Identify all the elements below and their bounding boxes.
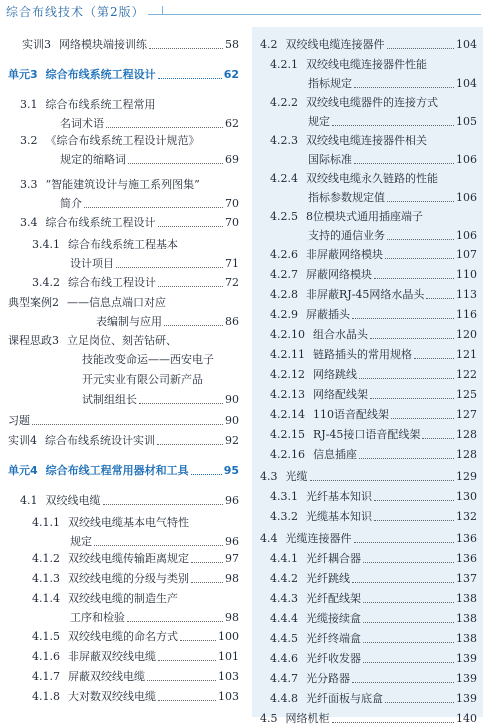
entry-title: 综合布线系统工程常用 <box>45 98 156 111</box>
leader-dots <box>414 358 454 359</box>
entry-number: 习题 <box>8 414 30 427</box>
toc-right-column <box>252 27 483 725</box>
entry-title-continued: 开元实业有限公司新产品 <box>82 373 203 386</box>
entry-number: 4.2.10 <box>270 328 305 341</box>
entry-title: 非屏蔽RJ-45网络水晶头 <box>306 288 425 301</box>
toc-entry[interactable] <box>20 175 239 213</box>
entry-number: 4.2.8 <box>270 288 298 301</box>
toc-entry[interactable] <box>270 669 477 688</box>
entry-number: 单元3 <box>8 68 38 81</box>
entry-page-number: 98 <box>225 572 239 585</box>
entry-page-number: 69 <box>225 153 239 166</box>
entry-number: 4.4.8 <box>270 692 298 705</box>
leader-dots <box>359 378 454 379</box>
entry-number: 4.2.14 <box>270 408 305 421</box>
entry-title: 光纤基本知识 <box>306 490 372 503</box>
entry-title-continued: 规定 <box>70 535 92 548</box>
entry-title: 《综合布线系统工程设计规范》 <box>45 134 200 147</box>
entry-number: 4.2.2 <box>270 96 298 109</box>
entry-page-number: 113 <box>456 288 477 301</box>
entry-title-continued: 规定 <box>308 115 330 128</box>
header-rule <box>161 14 481 15</box>
toc-entry[interactable] <box>270 265 477 284</box>
entry-page-number: 140 <box>456 712 477 725</box>
entry-title: 网络跳线 <box>313 368 357 381</box>
entry-title: 光缆 <box>285 470 308 483</box>
entry-page-number: 127 <box>456 408 477 421</box>
toc-entry[interactable] <box>270 549 477 568</box>
entry-number: 4.1 <box>20 494 38 507</box>
entry-title: 屏蔽双绞线电缆 <box>68 670 145 683</box>
entry-number: 4.4.5 <box>270 632 298 645</box>
entry-title-continued: 指标规定 <box>308 77 352 90</box>
entry-page-number: 103 <box>218 670 239 683</box>
leader-dots <box>374 520 454 521</box>
entry-number: 4.1.4 <box>32 592 60 605</box>
toc-entry[interactable] <box>260 529 477 548</box>
leader-dots <box>354 163 454 164</box>
toc-entry[interactable] <box>270 425 477 444</box>
entry-number: 3.4.1 <box>32 238 60 251</box>
leader-dots <box>385 258 454 259</box>
toc-entry[interactable] <box>32 273 239 292</box>
leader-dots <box>158 78 222 79</box>
entry-page-number: 138 <box>456 612 477 625</box>
entry-number: 实训4 <box>8 434 37 447</box>
running-header <box>0 0 487 26</box>
entry-number: 4.2.7 <box>270 268 298 281</box>
entry-number: 4.4.6 <box>270 652 298 665</box>
leader-dots <box>94 545 223 546</box>
entry-page-number: 139 <box>456 672 477 685</box>
entry-title: 光纤耦合器 <box>306 552 361 565</box>
entry-number: 4.4.7 <box>270 672 298 685</box>
toc-entry[interactable] <box>270 507 477 526</box>
entry-page-number: 104 <box>456 77 477 90</box>
leader-dots <box>164 325 223 326</box>
toc-entry[interactable] <box>270 169 477 207</box>
toc-entry[interactable] <box>270 325 477 344</box>
toc-entry[interactable] <box>8 461 239 480</box>
entry-number: 4.4.2 <box>270 572 298 585</box>
toc-entry[interactable] <box>8 431 239 450</box>
toc-entry[interactable] <box>260 467 477 486</box>
entry-number: 4.4 <box>260 532 278 545</box>
entry-page-number: 70 <box>225 197 239 210</box>
toc-entry[interactable] <box>270 385 477 404</box>
entry-title-continued: 工序和检验 <box>70 611 125 624</box>
toc-entry[interactable] <box>270 569 477 588</box>
entry-page-number: 106 <box>456 229 477 242</box>
entry-title: 光缆基本知识 <box>306 510 372 523</box>
toc-entry[interactable] <box>270 285 477 304</box>
entry-number: 3.3 <box>20 178 38 191</box>
leader-dots <box>363 602 454 603</box>
entry-title: “智能建筑设计与施工系列图集” <box>45 178 200 191</box>
entry-page-number: 96 <box>225 494 239 507</box>
entry-number: 3.4 <box>20 216 38 229</box>
toc-entry[interactable] <box>20 95 239 133</box>
entry-number: 4.2.3 <box>270 134 298 147</box>
leader-dots <box>191 474 222 475</box>
toc-entry[interactable] <box>270 245 477 264</box>
toc-entry[interactable] <box>8 331 239 409</box>
entry-number: 课程思政3 <box>8 334 59 347</box>
leader-dots <box>180 640 216 641</box>
entry-number: 4.3 <box>260 470 278 483</box>
entry-page-number: 70 <box>225 216 239 229</box>
entry-title-continued: 指标参数规定值 <box>308 191 385 204</box>
entry-title: 光纤面板与底盒 <box>306 692 383 705</box>
toc-entry[interactable] <box>270 629 477 648</box>
leader-dots <box>370 398 454 399</box>
entry-page-number: 128 <box>456 428 477 441</box>
toc-entry[interactable] <box>270 345 477 364</box>
entry-title: 组合水晶头 <box>313 328 368 341</box>
entry-page-number: 128 <box>456 448 477 461</box>
leader-dots <box>158 286 223 287</box>
entry-number: 3.2 <box>20 134 38 147</box>
entry-title: 光纤终端盒 <box>306 632 361 645</box>
entry-number: 4.2.4 <box>270 172 298 185</box>
entry-page-number: 71 <box>225 257 239 270</box>
toc-entry[interactable] <box>20 213 239 232</box>
entry-title: 光纤配线架 <box>306 592 361 605</box>
toc-entry[interactable] <box>270 689 477 708</box>
toc-entry[interactable] <box>32 549 239 568</box>
entry-number: 4.2.16 <box>270 448 305 461</box>
leader-dots <box>422 438 454 439</box>
entry-title: 综合布线系统设计实训 <box>45 434 155 447</box>
leader-dots <box>310 480 455 481</box>
entry-title: 网络模块端接训练 <box>59 38 147 51</box>
entry-page-number: 106 <box>456 191 477 204</box>
entry-title: 双绞线电缆的制造生产 <box>68 592 178 605</box>
toc-entry[interactable] <box>270 305 477 324</box>
entry-number: 4.2 <box>260 38 278 51</box>
leader-dots <box>116 267 223 268</box>
toc-entry[interactable] <box>270 405 477 424</box>
entry-number: 4.3.2 <box>270 510 298 523</box>
entry-number: 4.1.3 <box>32 572 60 585</box>
leader-dots <box>391 418 454 419</box>
entry-page-number: 104 <box>456 38 477 51</box>
toc-entry[interactable] <box>270 365 477 384</box>
leader-dots <box>387 48 455 49</box>
entry-title: 光缆接续盒 <box>306 612 361 625</box>
entry-page-number: 138 <box>456 592 477 605</box>
book-title: 综合布线技术（第2版） <box>6 5 145 19</box>
entry-number: 4.2.12 <box>270 368 305 381</box>
leader-dots <box>147 680 216 681</box>
entry-title-continued: 表编制与应用 <box>96 315 162 328</box>
toc-entry[interactable] <box>8 411 239 430</box>
entry-page-number: 132 <box>456 510 477 523</box>
entry-page-number: 136 <box>456 552 477 565</box>
entry-title: 综合布线工程设计 <box>68 276 156 289</box>
entry-page-number: 98 <box>225 611 239 624</box>
entry-page-number: 101 <box>218 650 239 663</box>
leader-dots <box>158 226 224 227</box>
entry-number: 4.1.8 <box>32 690 60 703</box>
entry-title: 网络配线架 <box>313 388 368 401</box>
leader-dots <box>191 582 223 583</box>
leader-dots <box>354 87 454 88</box>
entry-number: 4.3.1 <box>270 490 298 503</box>
entry-page-number: 62 <box>223 68 239 81</box>
entry-number: 4.2.11 <box>270 348 305 361</box>
entry-title-continued: 国际标准 <box>308 153 352 166</box>
entry-title: 光分路器 <box>306 672 350 685</box>
entry-page-number: 139 <box>456 692 477 705</box>
entry-page-number: 125 <box>456 388 477 401</box>
leader-dots <box>128 163 223 164</box>
toc-entry[interactable] <box>32 647 239 666</box>
toc-entry[interactable] <box>270 207 477 245</box>
entry-title-continued: 设计项目 <box>70 257 114 270</box>
leader-dots <box>332 125 454 126</box>
entry-number: 4.4.1 <box>270 552 298 565</box>
entry-page-number: 136 <box>456 532 477 545</box>
toc-entry[interactable] <box>270 589 477 608</box>
leader-dots <box>158 660 216 661</box>
entry-number: 4.4.3 <box>270 592 298 605</box>
entry-page-number: 138 <box>456 632 477 645</box>
entry-title: 综合布线系统工程设计 <box>45 68 156 81</box>
entry-number: 单元4 <box>8 464 38 477</box>
entry-number: 4.4.4 <box>270 612 298 625</box>
entry-page-number: 92 <box>225 434 239 447</box>
leader-dots <box>149 48 223 49</box>
toc-entry[interactable] <box>270 609 477 628</box>
entry-title: 信息插座 <box>313 448 357 461</box>
entry-page-number: 106 <box>456 153 477 166</box>
entry-number: 4.1.5 <box>32 630 60 643</box>
entry-title-continued: 试制组组长 <box>82 393 137 406</box>
entry-number: 4.2.5 <box>270 210 298 223</box>
leader-dots <box>139 403 223 404</box>
entry-page-number: 107 <box>456 248 477 261</box>
leader-dots <box>352 682 454 683</box>
toc-entry[interactable] <box>270 649 477 668</box>
entry-page-number: 90 <box>225 414 239 427</box>
entry-title: 双绞线电缆连接器件相关 <box>306 134 427 147</box>
entry-number: 4.1.7 <box>32 670 60 683</box>
entry-number: 4.2.1 <box>270 58 298 71</box>
entry-page-number: 137 <box>456 572 477 585</box>
leader-dots <box>354 542 455 543</box>
toc-entry[interactable] <box>270 445 477 464</box>
entry-number: 4.1.2 <box>32 552 60 565</box>
entry-title: 网络机柜 <box>285 712 330 725</box>
leader-dots <box>106 127 223 128</box>
toc-entry[interactable] <box>32 513 239 551</box>
entry-title: 光纤跳线 <box>306 572 350 585</box>
leader-dots <box>374 500 454 501</box>
entry-title: 双绞线电缆的命名方式 <box>68 630 178 643</box>
entry-title: 双绞线电缆 <box>45 494 101 507</box>
entry-page-number: 116 <box>456 308 477 321</box>
toc-entry[interactable] <box>270 131 477 169</box>
toc-entry[interactable] <box>270 93 477 131</box>
entry-page-number: 121 <box>456 348 477 361</box>
entry-title: 链路插头的常用规格 <box>313 348 412 361</box>
toc-entry[interactable] <box>270 55 477 93</box>
toc-entry[interactable] <box>32 687 239 706</box>
toc-entry[interactable] <box>8 65 239 84</box>
entry-page-number: 105 <box>456 115 477 128</box>
leader-dots <box>103 504 224 505</box>
toc-entry[interactable] <box>32 589 239 627</box>
entry-title: 非屏蔽网络模块 <box>306 248 383 261</box>
entry-title: 双绞线电缆器件的连接方式 <box>306 96 438 109</box>
entry-title: 立足岗位、刻苦钻研、 <box>67 334 177 347</box>
entry-number: 3.1 <box>20 98 38 111</box>
toc-entry[interactable] <box>8 293 239 331</box>
toc-entry[interactable] <box>20 491 239 510</box>
leader-dots <box>332 722 455 723</box>
leader-dots <box>363 562 454 563</box>
entry-title: 双绞线电缆基本电气特性 <box>68 516 189 529</box>
leader-dots <box>127 621 223 622</box>
entry-page-number: 122 <box>456 368 477 381</box>
toc-entry[interactable] <box>260 709 477 728</box>
entry-number: 3.4.2 <box>32 276 60 289</box>
toc-entry[interactable] <box>32 235 239 273</box>
leader-dots <box>352 318 454 319</box>
entry-title-continued: 名词术语 <box>60 117 104 130</box>
leader-dots <box>385 702 454 703</box>
entry-page-number: 72 <box>225 276 239 289</box>
entry-title: 双绞线电缆的分级与类别 <box>68 572 189 585</box>
leader-dots <box>191 562 223 563</box>
entry-title: 双绞线电缆传输距离规定 <box>68 552 189 565</box>
entry-title-continued: 技能改变命运——西安电子 <box>82 353 214 366</box>
entry-page-number: 130 <box>456 490 477 503</box>
entry-title: 综合布线系统工程基本 <box>68 238 178 251</box>
leader-dots <box>426 298 454 299</box>
entry-page-number: 58 <box>225 38 239 51</box>
entry-page-number: 62 <box>225 117 239 130</box>
entry-number: 4.1.6 <box>32 650 60 663</box>
entry-title: 屏蔽网络模块 <box>306 268 372 281</box>
leader-dots <box>374 278 454 279</box>
toc-entry[interactable] <box>32 569 239 588</box>
leader-dots <box>387 201 454 202</box>
toc-entry[interactable] <box>22 35 239 54</box>
entry-page-number: 100 <box>218 630 239 643</box>
entry-title: 综合布线工程常用器材和工具 <box>45 464 189 477</box>
entry-title: 双绞线电缆连接器件性能 <box>306 58 427 71</box>
entry-page-number: 120 <box>456 328 477 341</box>
leader-dots <box>157 444 223 445</box>
entry-title: 屏蔽插头 <box>306 308 350 321</box>
entry-page-number: 139 <box>456 652 477 665</box>
entry-page-number: 90 <box>225 393 239 406</box>
entry-title: 双绞线电缆永久链路的性能 <box>306 172 438 185</box>
leader-dots <box>158 700 216 701</box>
entry-title-continued: 规定的缩略词 <box>60 153 126 166</box>
entry-number: 4.2.6 <box>270 248 298 261</box>
entry-title-continued: 简介 <box>60 197 82 210</box>
entry-title-continued: 支持的通信业务 <box>308 229 385 242</box>
entry-number: 实训3 <box>22 38 51 51</box>
toc-entry[interactable] <box>260 35 477 54</box>
toc-entry[interactable] <box>270 487 477 506</box>
entry-title: 双绞线电缆连接器件 <box>285 38 385 51</box>
leader-dots <box>363 662 454 663</box>
toc-left-column <box>0 27 245 717</box>
entry-title: 8位模块式通用插座端子 <box>306 210 423 223</box>
leader-dots <box>84 207 223 208</box>
entry-title: ——信息点端口对应 <box>67 296 166 309</box>
leader-dots <box>387 239 454 240</box>
entry-title: RJ-45接口语音配线架 <box>313 428 421 441</box>
entry-number: 4.2.9 <box>270 308 298 321</box>
leader-dots <box>363 642 454 643</box>
leader-dots <box>363 622 454 623</box>
entry-title: 光缆连接器件 <box>285 532 352 545</box>
entry-number: 4.2.15 <box>270 428 305 441</box>
entry-page-number: 86 <box>225 315 239 328</box>
entry-number: 4.2.13 <box>270 388 305 401</box>
toc-entry[interactable] <box>32 627 239 646</box>
entry-number: 4.5 <box>260 712 278 725</box>
entry-page-number: 110 <box>456 268 477 281</box>
entry-page-number: 129 <box>456 470 477 483</box>
entry-title: 综合布线系统工程设计 <box>45 216 156 229</box>
entry-number: 4.1.1 <box>32 516 60 529</box>
leader-dots <box>352 582 454 583</box>
toc-entry[interactable] <box>20 131 239 169</box>
entry-number: 典型案例2 <box>8 296 59 309</box>
entry-title: 非屏蔽双绞线电缆 <box>68 650 156 663</box>
entry-title: 大对数双绞线电缆 <box>68 690 156 703</box>
entry-title: 光纤收发器 <box>306 652 361 665</box>
entry-page-number: 97 <box>225 552 239 565</box>
leader-dots <box>32 424 223 425</box>
leader-dots <box>370 338 454 339</box>
toc-entry[interactable] <box>32 667 239 686</box>
entry-page-number: 96 <box>225 535 239 548</box>
entry-title: 110语音配线架 <box>313 408 389 421</box>
entry-page-number: 95 <box>223 464 239 477</box>
leader-dots <box>359 458 454 459</box>
entry-page-number: 103 <box>218 690 239 703</box>
